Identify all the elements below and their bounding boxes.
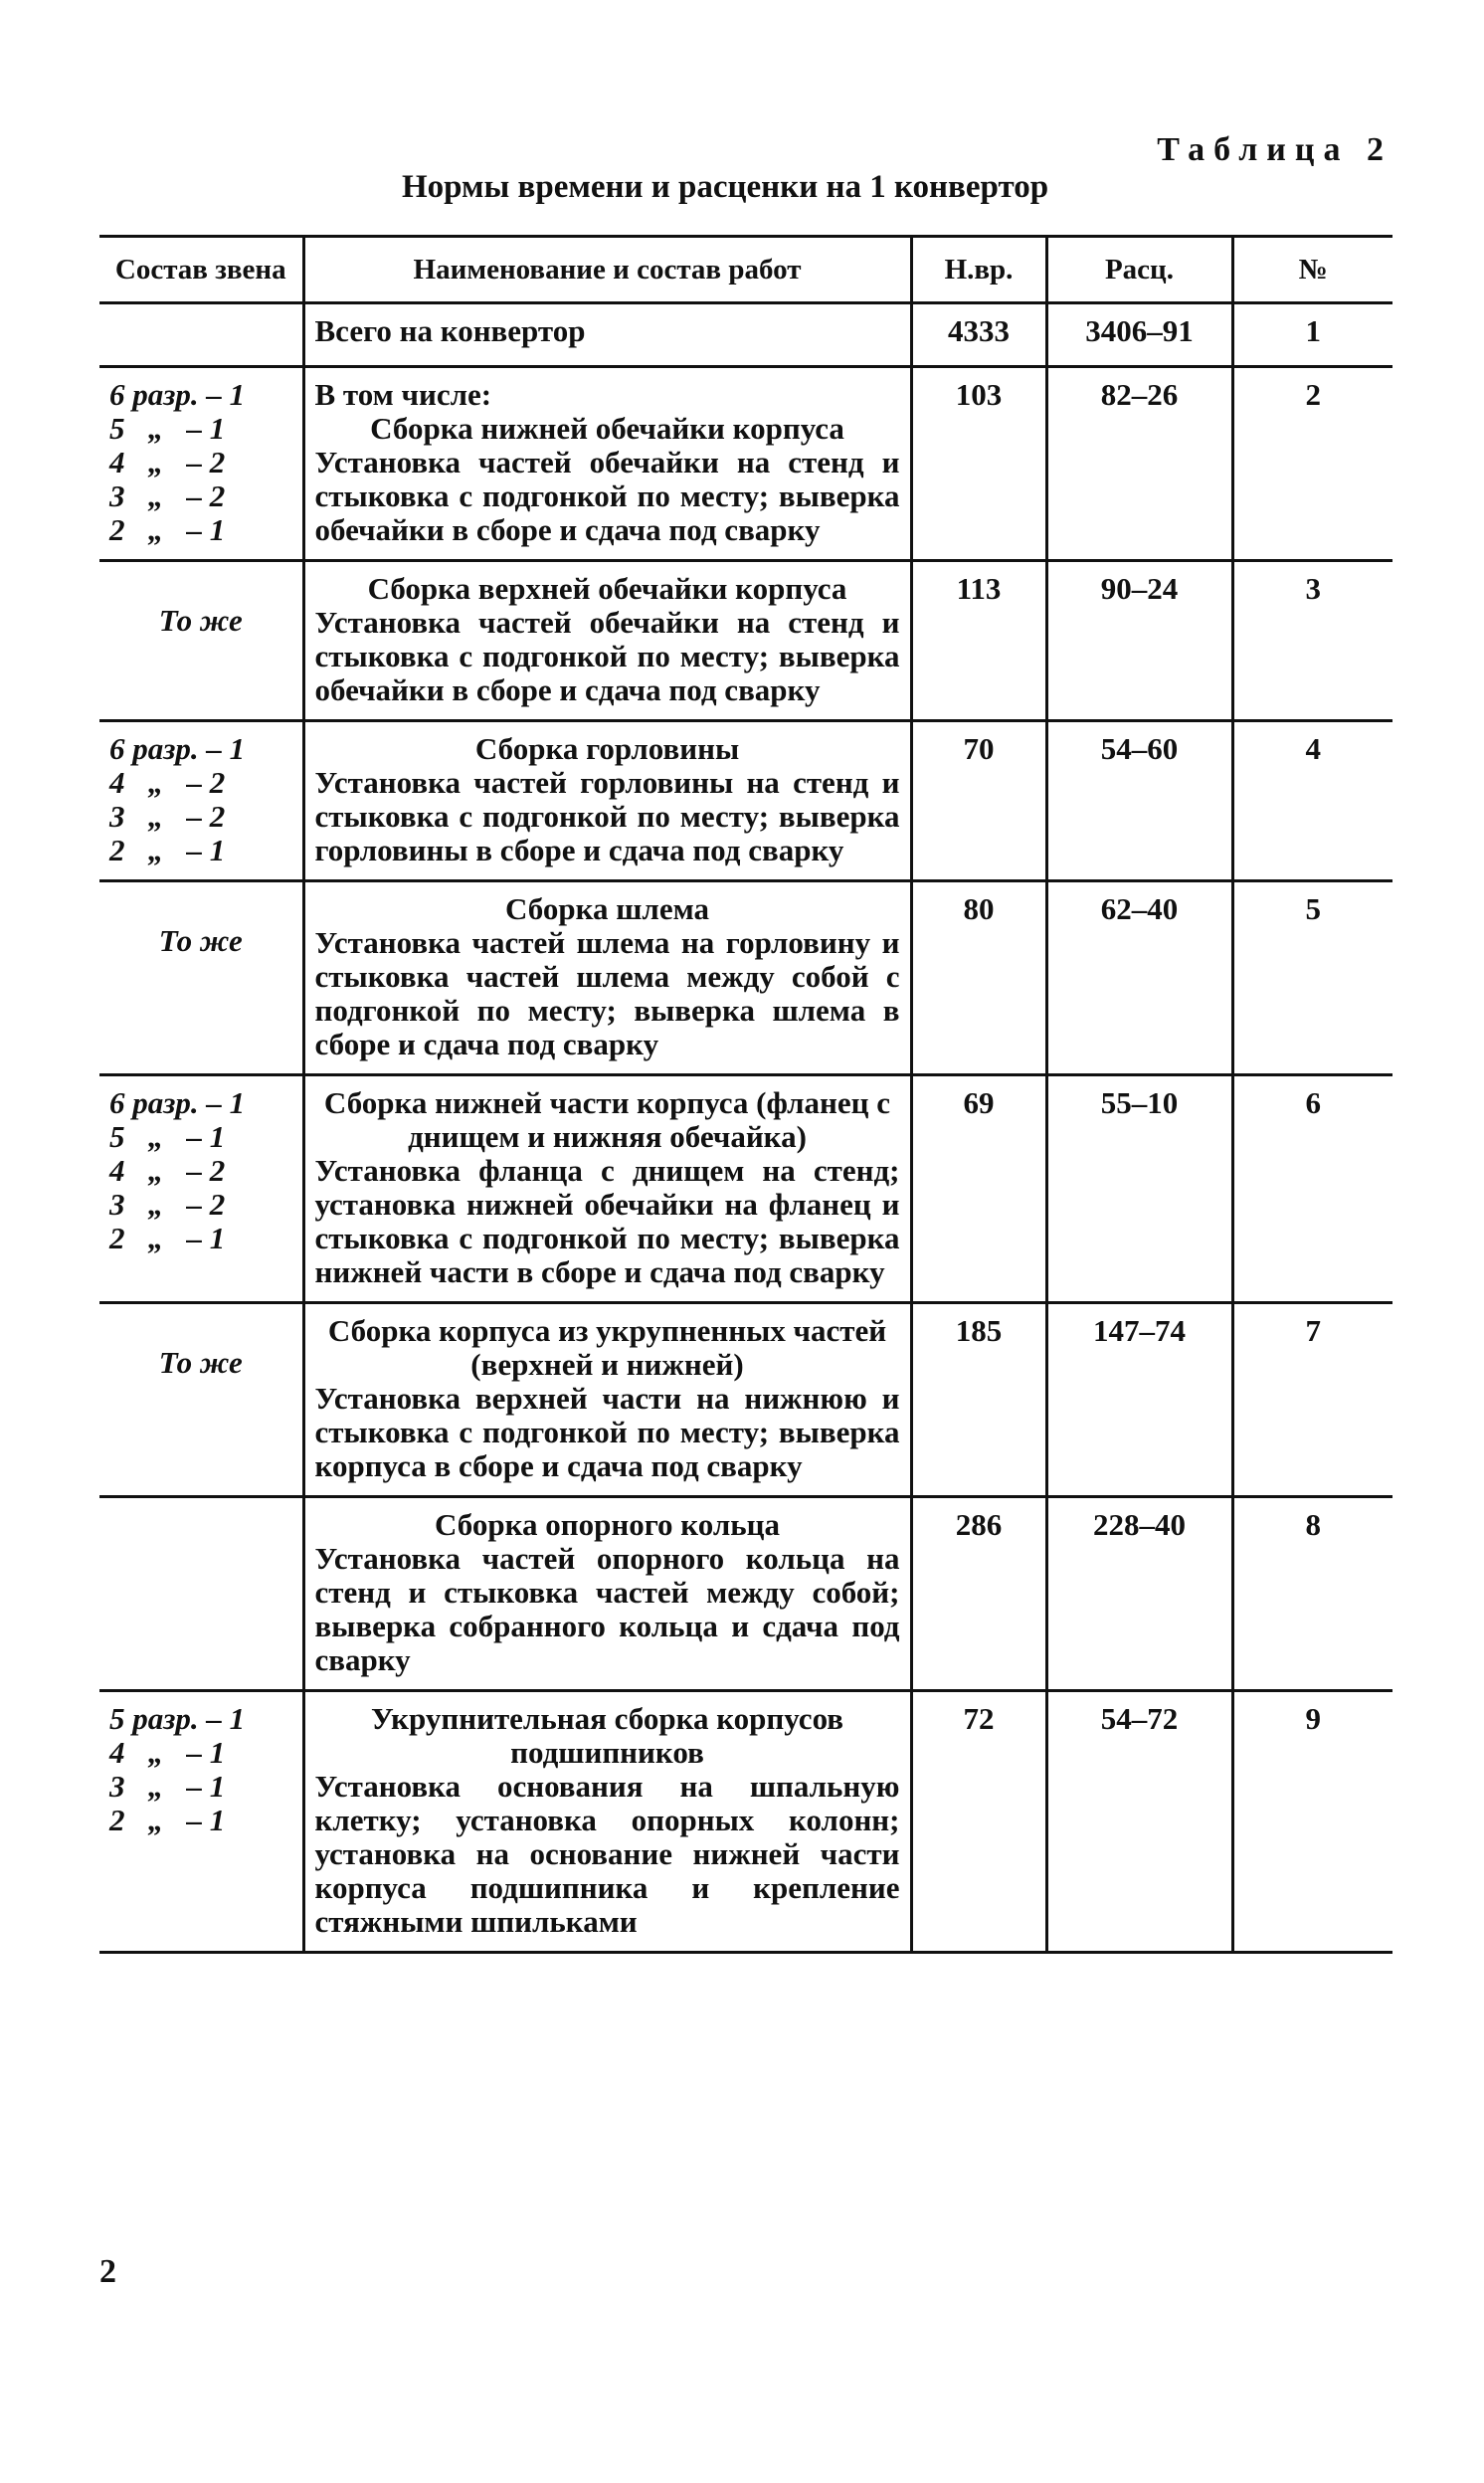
rate-cell: 90–24 (1046, 561, 1232, 721)
header-norm: Н.вр. (911, 237, 1046, 303)
operation-description: Установка частей шлема на горловину и стыковка частей шлема между собой с подгонкой по месту; выверка шлема в сборе и сдача под сварку (314, 925, 900, 1061)
crew-grade: 2 „ – 1 (109, 1803, 226, 1837)
row-number-cell: 4 (1232, 721, 1392, 881)
operation-title: Сборка опорного кольца (435, 1507, 780, 1542)
crew-cell (99, 1497, 303, 1691)
crew-grade: 4 „ – 1 (109, 1735, 226, 1770)
crew-grade: 5 „ – 1 (109, 1119, 226, 1154)
time-norm-cell: 70 (911, 721, 1046, 881)
header-rate: Расц. (1046, 237, 1232, 303)
rate-cell: 55–10 (1046, 1075, 1232, 1303)
time-norm-cell: 286 (911, 1497, 1046, 1691)
work-cell (303, 367, 911, 561)
table-row (99, 561, 1392, 721)
time-norm-cell: 69 (911, 1075, 1046, 1303)
operation-description: Установка частей горловины на стенд и стыковка с подгонкой по месту; выверка горловины в сборе и сдача под сварку (314, 765, 900, 867)
crew-cell (99, 303, 303, 367)
operation-title: Сборка верхней обечайки корпуса (367, 571, 847, 606)
operation-title: Сборка нижней обечайки корпуса (370, 411, 844, 446)
rate-cell: 54–60 (1046, 721, 1232, 881)
header-crew: Состав звена (99, 237, 303, 303)
operation-description: Установка частей опорного кольца на стенд и стыковка частей между собой; выверка собранного кольца и сдача под сварку (314, 1541, 900, 1677)
crew-grade: 3 „ – 1 (109, 1769, 226, 1804)
operation-title: Всего на конвертор (314, 313, 586, 348)
crew-grade: 4 „ – 2 (109, 445, 226, 479)
operation-title: Сборка нижней части корпуса (фланец с днищем и нижняя обечайка) (323, 1085, 891, 1154)
work-cell (303, 721, 911, 881)
crew-grade: 5 „ – 1 (109, 411, 226, 446)
row-number-cell: 7 (1232, 1303, 1392, 1497)
table-row (99, 1303, 1392, 1497)
table-row (99, 1497, 1392, 1691)
crew-cell (99, 367, 303, 561)
table-header-row (99, 237, 1392, 303)
header-number: № (1232, 237, 1392, 303)
crew-cell (99, 1691, 303, 1953)
work-cell (303, 1075, 911, 1303)
row-number-cell: 5 (1232, 881, 1392, 1075)
page-number: 2 (99, 2253, 116, 2290)
operation-description: Установка частей обечайки на стенд и стыковка с подгонкой по месту; выверка обечайки в сборе и сдача под сварку (314, 445, 900, 547)
crew-grade: 4 „ – 2 (109, 765, 226, 800)
crew-grade: 6 разр. – 1 (109, 731, 246, 766)
table-title: Нормы времени и расценки на 1 конвертор (402, 169, 1049, 205)
table-body (99, 303, 1392, 1953)
crew-grade: 2 „ – 1 (109, 512, 226, 547)
table-row (99, 881, 1392, 1075)
crew-grade: 3 „ – 2 (109, 1187, 226, 1222)
crew-grade: 3 „ – 2 (109, 478, 226, 513)
crew-grade: 4 „ – 2 (109, 1153, 226, 1188)
crew-cell (99, 881, 303, 1075)
operation-description: Установка фланца с днищем на стенд; установка нижней обечайки на фланец и стыковка с подгонкой по месту; выверка нижней части в сборе и сдача под сварку (314, 1153, 900, 1289)
operation-description: Установка частей обечайки на стенд и стыковка с подгонкой по месту; выверка обечайки в сборе и сдача под сварку (314, 605, 900, 707)
crew-cell (99, 561, 303, 721)
table-row (99, 1691, 1392, 1953)
section-intro: В том числе: (314, 377, 492, 412)
table-row (99, 721, 1392, 881)
operation-title: Сборка корпуса из укрупненных частей (верхней и нижней) (327, 1313, 887, 1382)
row-number-cell: 9 (1232, 1691, 1392, 1953)
work-cell (303, 1691, 911, 1953)
work-cell (303, 881, 911, 1075)
work-cell (303, 303, 911, 367)
crew-cell (99, 721, 303, 881)
operation-title: Укрупнительная сборка корпусов подшипников (370, 1701, 844, 1770)
table-row (99, 303, 1392, 367)
rate-cell: 147–74 (1046, 1303, 1232, 1497)
table-row (99, 1075, 1392, 1303)
rate-cell: 3406–91 (1046, 303, 1232, 367)
same-as-above-label: То же (158, 1345, 243, 1380)
operation-title: Сборка шлема (505, 891, 709, 926)
same-as-above-label: То же (158, 603, 243, 638)
row-number-cell: 6 (1232, 1075, 1392, 1303)
norms-table (99, 235, 1392, 1954)
time-norm-cell: 72 (911, 1691, 1046, 1953)
crew-cell (99, 1075, 303, 1303)
crew-cell (99, 1303, 303, 1497)
work-cell (303, 1303, 911, 1497)
row-number-cell: 1 (1232, 303, 1392, 367)
operation-title: Сборка горловины (474, 731, 740, 766)
time-norm-cell: 113 (911, 561, 1046, 721)
same-as-above-label: То же (158, 923, 243, 958)
time-norm-cell: 185 (911, 1303, 1046, 1497)
crew-grade: 5 разр. – 1 (109, 1701, 246, 1736)
row-number-cell: 2 (1232, 367, 1392, 561)
rate-cell: 228–40 (1046, 1497, 1232, 1691)
rate-cell: 62–40 (1046, 881, 1232, 1075)
row-number-cell: 3 (1232, 561, 1392, 721)
crew-grade: 2 „ – 1 (109, 833, 226, 867)
work-cell (303, 1497, 911, 1691)
crew-grade: 3 „ – 2 (109, 799, 226, 834)
crew-grade: 6 разр. – 1 (109, 1085, 246, 1120)
crew-grade: 6 разр. – 1 (109, 377, 246, 412)
operation-description: Установка основания на шпальную клетку; установка опорных колонн; установка на основание нижней части корпуса подшипника и крепление стяжными шпильками (314, 1769, 900, 1939)
row-number-cell: 8 (1232, 1497, 1392, 1691)
table-row (99, 367, 1392, 561)
crew-grade: 2 „ – 1 (109, 1221, 226, 1255)
table-label: Таблица 2 (1157, 131, 1392, 168)
header-work: Наименование и состав работ (303, 237, 911, 303)
rate-cell: 54–72 (1046, 1691, 1232, 1953)
operation-description: Установка верхней части на нижнюю и стыковка с подгонкой по месту; выверка корпуса в сборе и сдача под сварку (314, 1381, 900, 1483)
time-norm-cell: 103 (911, 367, 1046, 561)
time-norm-cell: 80 (911, 881, 1046, 1075)
time-norm-cell: 4333 (911, 303, 1046, 367)
rate-cell: 82–26 (1046, 367, 1232, 561)
work-cell (303, 561, 911, 721)
